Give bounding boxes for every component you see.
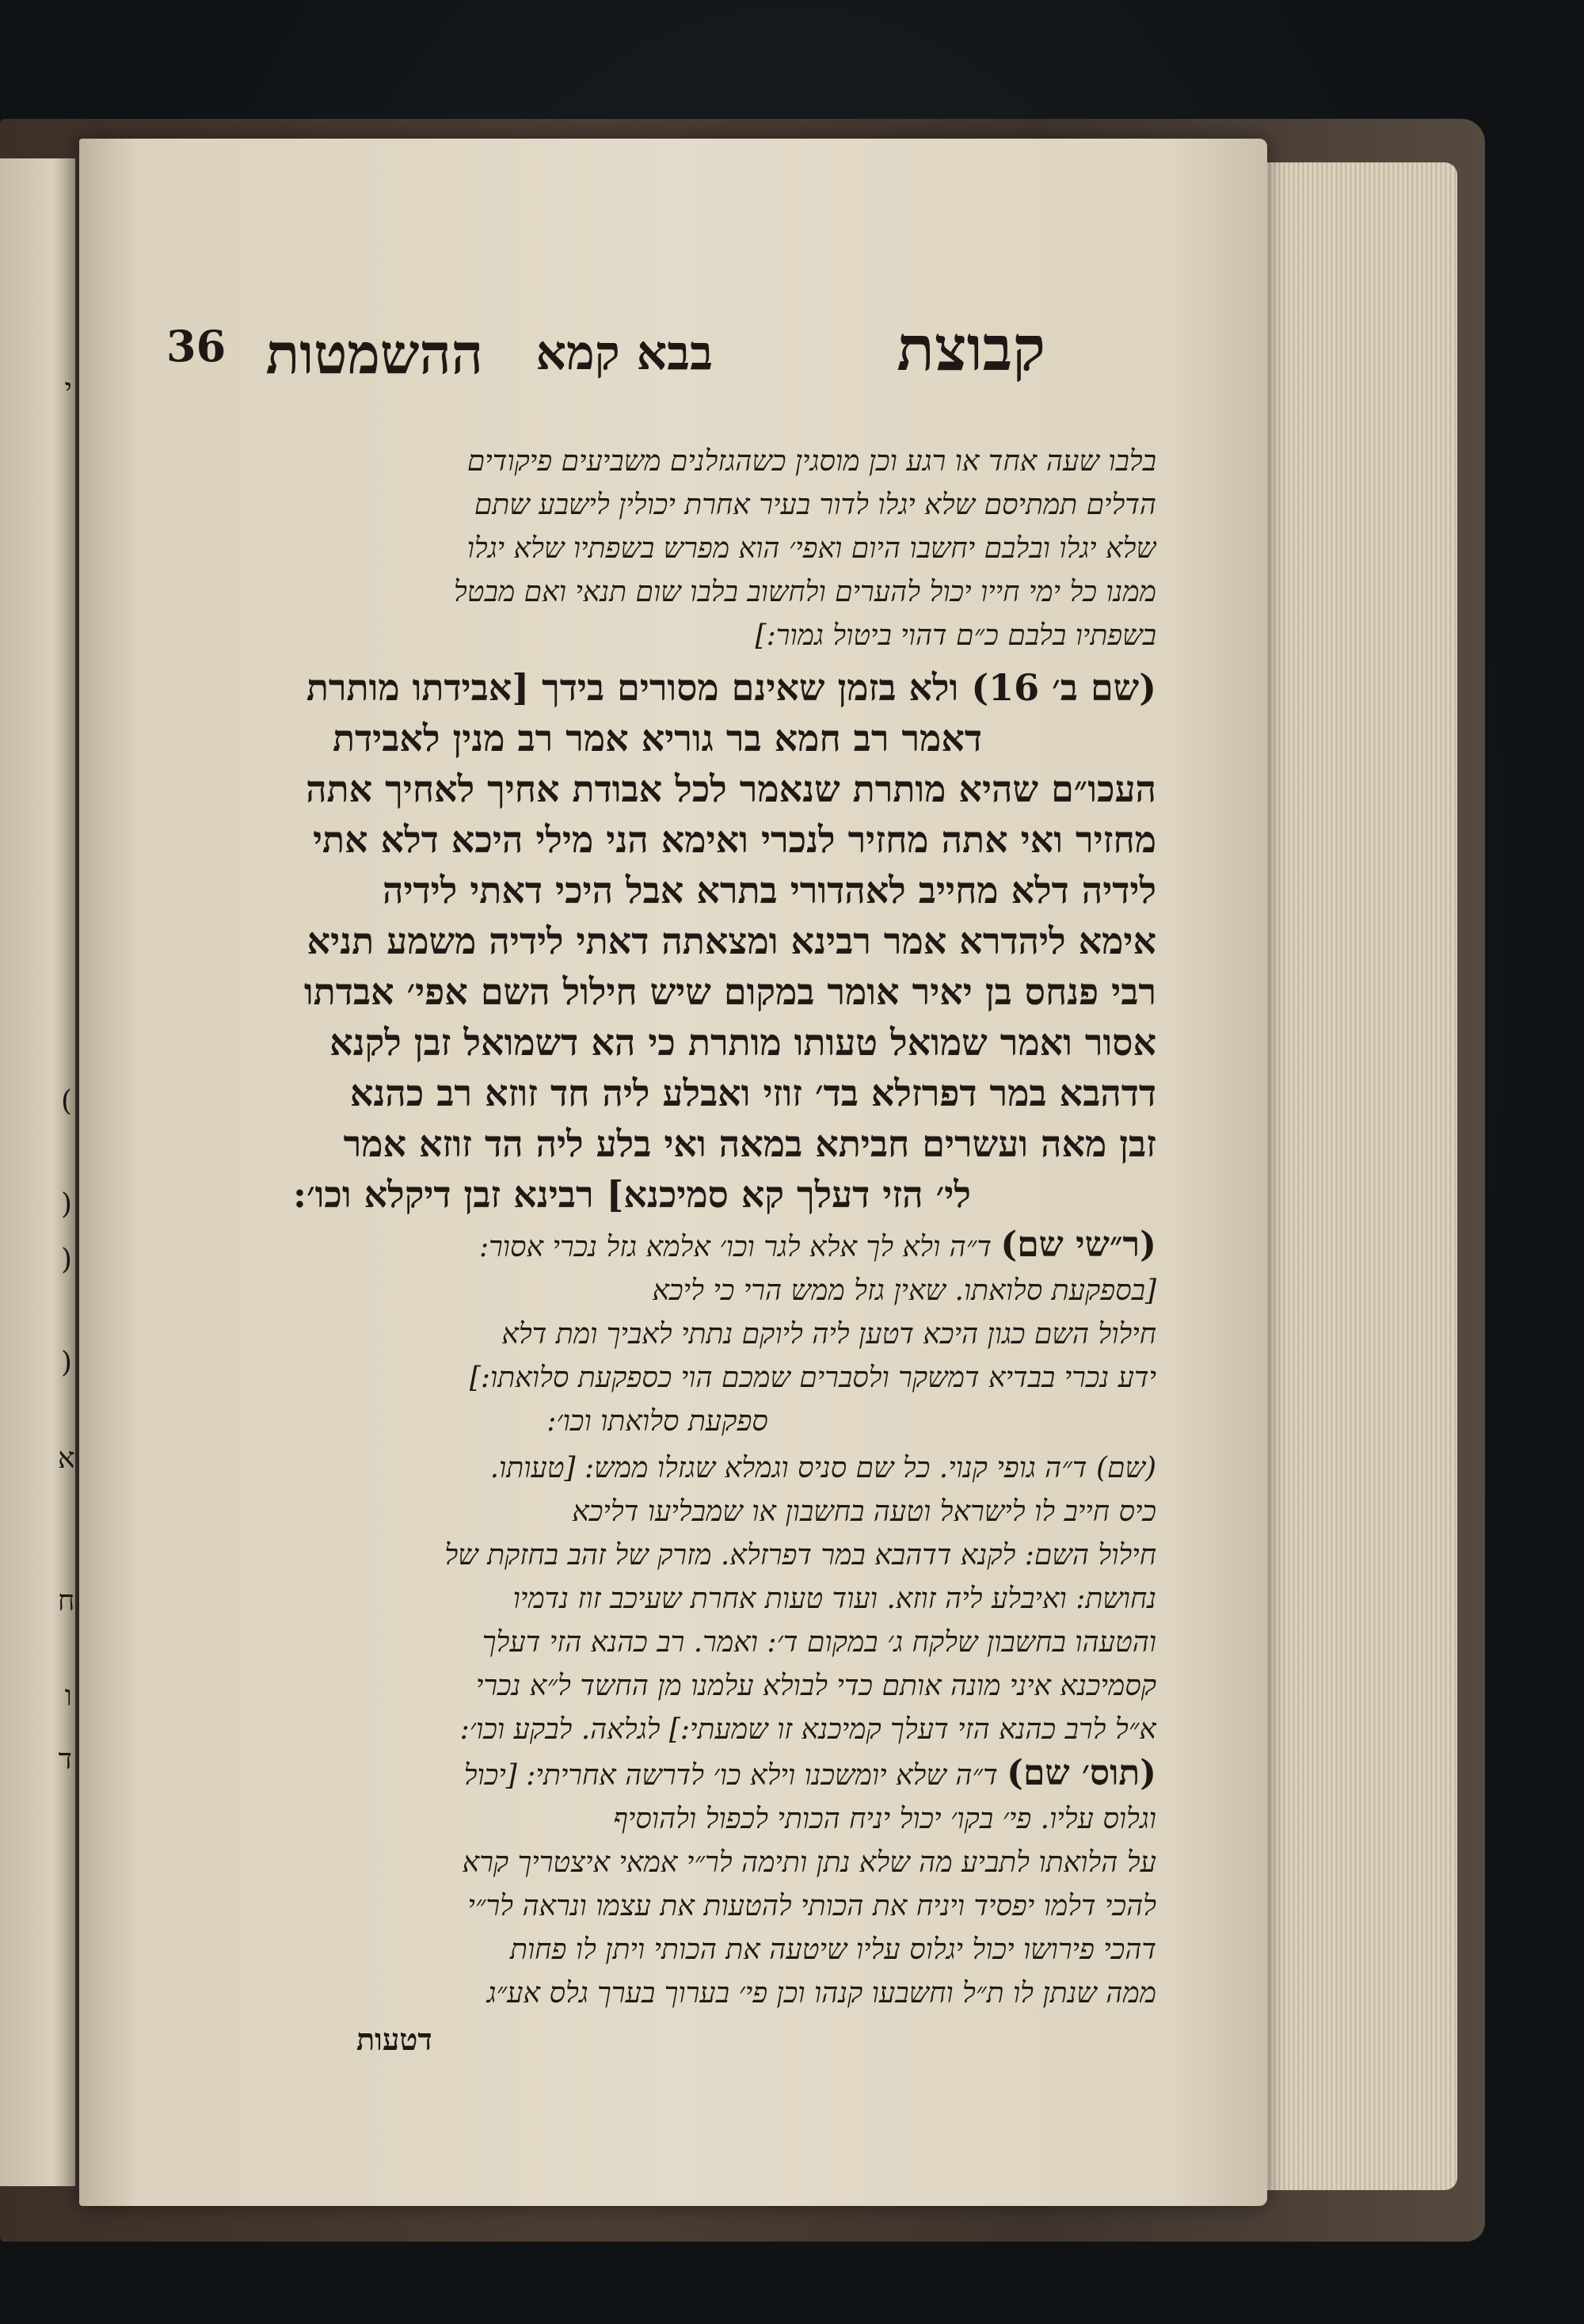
rashi-line: ידע נכרי בבדיא דמשקר ולסברים שמכם הוי כספקעת סלואתו:] <box>469 1362 1156 1394</box>
talmud-line: לי׳ הזי דעלך קא סמיכנא] רבינא זבן דיקלא וכו׳: <box>293 1173 971 1216</box>
commentary-line: הדלים תמתיסם שלא יגלו לדור בעיר אחרת יכולין לישבע שתם <box>474 489 1156 521</box>
rashi-commentary <box>158 1223 1156 1443</box>
talmud-text <box>158 662 1156 1220</box>
left-page-glyph: ) <box>60 1244 72 1276</box>
rashi-line: ספקעת סלואתו וכו׳: <box>546 1405 768 1438</box>
rashi-line <box>158 1223 1156 1269</box>
tosafot-line: וגלוס עליו. פי׳ בקו׳ יכול יניח הכותי לכפול ולהוסיף <box>613 1803 1156 1835</box>
rashi-text: ד״ה ולא לך אלא לגר וכו׳ אלמא גזל נכרי אסור: <box>478 1231 992 1263</box>
talmud-line: אימא ליהדרא אמר רבינא ומצאתה דאתי לידיה משמע תניא <box>307 920 1156 962</box>
commentary-line: בלבו שעה אחד או רגע וכן מוסגין כשהגזלנים משביעים פיקודים <box>466 445 1156 478</box>
tosafot-line: ממה שנתן לו ת״ל וחשבעו קנהו וכן פי׳ בערוך בערך גלס אע״ג <box>486 1977 1156 2010</box>
talmud-line: דדהבא במר דפרזלא בד׳ זוזי ואבלע ליה חד זוזא רב כהנא <box>349 1072 1156 1114</box>
commentary-line: נחושת: ואיבלע ליה זוזא. ועוד טעות אחרת שעיכב זוז נדמיו <box>512 1583 1156 1615</box>
talmud-line: זבן מאה ועשרים חביתא במאה ואי בלע ליה הד זוזא אמר <box>343 1122 1156 1165</box>
talmud-line: (שם ב׳ 16) ולא בזמן שאינם מסורים בידך [אבידתו מותרת <box>306 666 1156 709</box>
page-number: 36 <box>166 321 227 371</box>
left-page-glyph: י <box>64 373 72 406</box>
talmud-line: אסור ואמר שמואל טעותו מותרת כי הא דשמואל זבן לקנא <box>329 1021 1156 1064</box>
running-header <box>158 313 1156 440</box>
left-page-glyph: ו <box>64 1680 72 1713</box>
rashi-label: (ר״שי שם) <box>1000 1225 1156 1265</box>
commentary-line: קסמיכנא איני מונה אותם כדי לבולא עלמנו מן החשד ל״א נכרי <box>475 1670 1156 1702</box>
tosafot-intro <box>158 1446 1156 1751</box>
tosafot-line: דהכי פירושו יכול יגלוס עליו שיטעה את הכותי ויתן לו פחות <box>510 1933 1156 1966</box>
book-page <box>79 139 1267 2206</box>
commentary-line: והטעהו בחשבון שלקח ג׳ במקום ד׳: ואמר. רב כהנא הזי דעלך <box>482 1626 1156 1659</box>
commentary-line: (שם) ד״ה גופי קנוי. כל שם סניס וגמלא שגזלו ממש: [טעותו. <box>489 1452 1156 1484</box>
commentary-line: בשפתיו בלבם כ״ם דהוי ביטול גמור:] <box>755 619 1156 652</box>
commentary-line: א״ל לרב כהנא הזי דעלך קמיכנא זו שמעתי:] לגלאה. לבקע וכו׳: <box>459 1713 1156 1746</box>
header-title-3: ההשמטות <box>265 321 483 387</box>
left-page-glyph: ( <box>60 1085 72 1118</box>
talmud-line: העכו״ם שהיא מותרת שנאמר לכל אבודת אחיך לאחיך אתה <box>306 768 1156 810</box>
commentary-line: כיס חייב לו לישראל וטעה בחשבון או שמבליעו דליכא <box>572 1495 1156 1528</box>
tosafot-commentary <box>158 1751 1156 2015</box>
commentary-line: ממנו כל ימי חייו יכול להערים ולחשוב בלבו שום תנאי ואם מבטל <box>453 576 1156 608</box>
talmud-line: רבי פנחס בן יאיר אומר במקום שיש חילול השם אפי׳ אבדתו <box>303 970 1156 1013</box>
left-page-glyph: א <box>58 1442 75 1475</box>
commentary-top <box>158 440 1156 657</box>
left-page-glyph: ) <box>60 1188 72 1221</box>
tosafot-line: להכי דלמו יפסיד ויניח את הכותי להטעות את עצמו ונראה לר״י <box>467 1890 1156 1922</box>
talmud-line: דאמר רב חמא בר גוריא אמר רב מנין לאבידת <box>333 717 982 760</box>
tosafot-label: (תוס׳ שם) <box>1007 1753 1156 1793</box>
tosafot-line: על הלואתו לתביע מה שלא נתן ותימה לר״י אמאי איצטריך קרא <box>462 1846 1156 1879</box>
commentary-line: חילול השם: לקנא דדהבא במר דפרזלא. מזרק של זהב בחזקת של <box>444 1539 1156 1572</box>
header-title-2: בבא קמא <box>535 326 713 381</box>
talmud-line: לידיה דלא מחייב לאהדורי בתרא אבל היכי דאתי לידיה <box>382 869 1156 912</box>
left-page-glyph: ד <box>58 1743 72 1776</box>
catchword: דטעות <box>356 2021 432 2057</box>
commentary-line: שלא יגלו ובלבם יחשבו היום ואפי׳ הוא מפרש בשפתיו שלא יגלו <box>466 532 1156 565</box>
page-content <box>158 313 1156 2058</box>
rashi-line: [בספקעת סלואתו. שאין גזל ממש הרי כי ליכא <box>652 1274 1156 1307</box>
rashi-line: חילול השם כגון היכא דטען ליה ליוקם נתתי לאביך ומת דלא <box>501 1318 1156 1351</box>
header-title-1: קבוצת <box>897 313 1045 385</box>
tosafot-line <box>158 1751 1156 1797</box>
left-page-glyph: ח <box>58 1585 75 1617</box>
left-page-glyph: ) <box>60 1347 72 1379</box>
tosafot-text: ד״ה שלא יומשכנו וילא כו׳ לדרשה אחריתי: [יכול <box>463 1759 998 1792</box>
talmud-line: מחזיר ואי אתה מחזיר לנכרי ואימא הני מילי היכא דלא אתי <box>312 818 1156 861</box>
left-page-strip <box>0 158 75 2186</box>
